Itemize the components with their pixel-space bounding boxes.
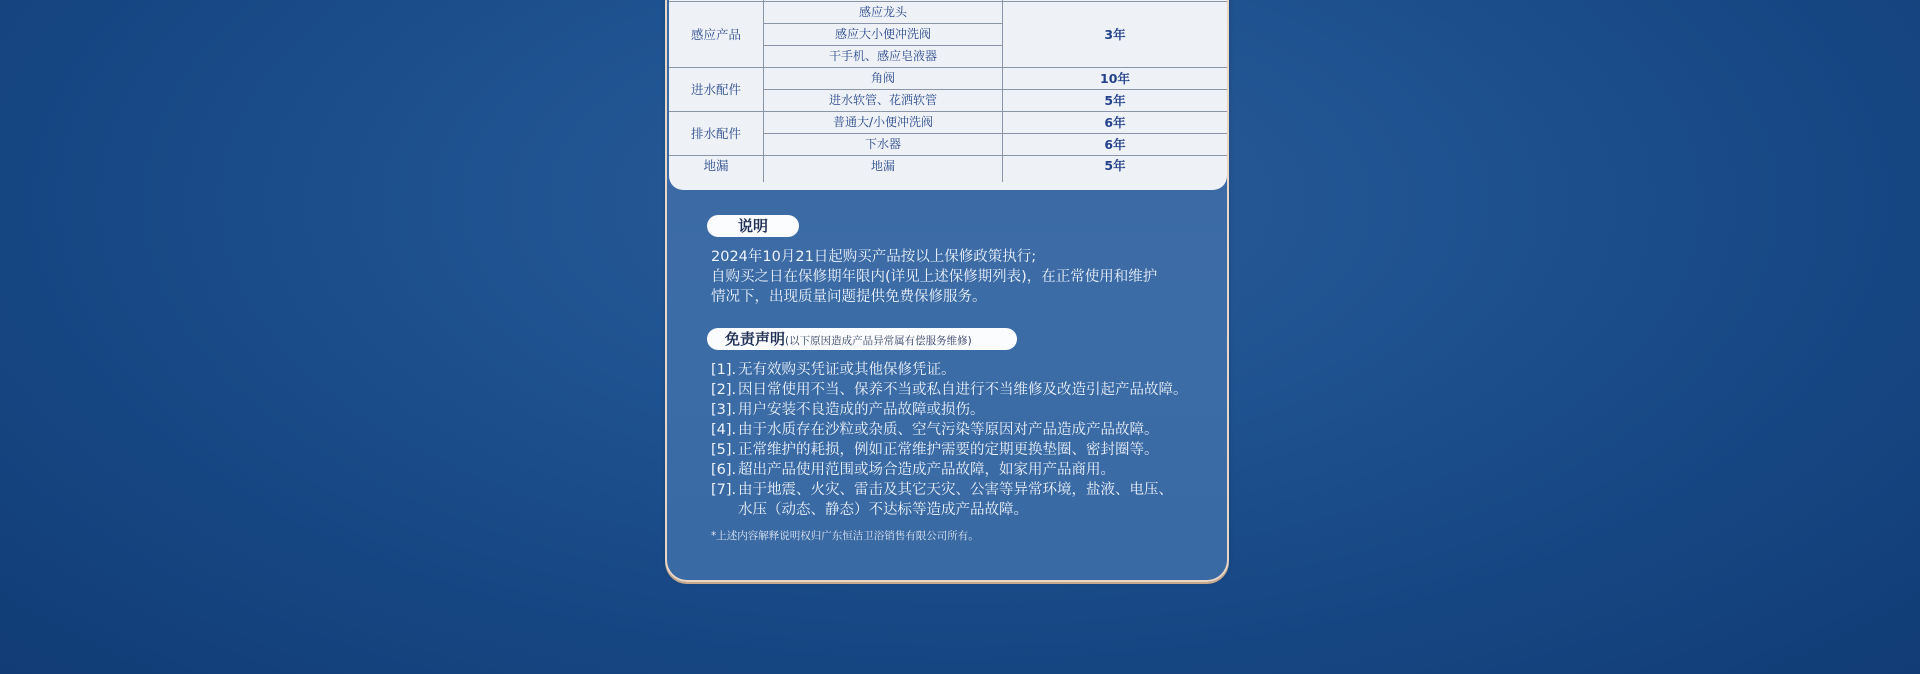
table-cell-year: 3年 (1003, 2, 1228, 68)
list-item: [1]. 无有效购买凭证或其他保修凭证。 (711, 362, 956, 378)
table-cell-product: 下水器 (764, 134, 1003, 156)
warranty-table-panel (669, 0, 1227, 190)
table-cell-year: 10年 (1003, 68, 1228, 90)
disclaimer-subtitle: (以下原因造成产品异常属有偿服务维修) (785, 335, 972, 347)
table-row (669, 156, 1227, 183)
table-cell-year: 5年 (1003, 90, 1228, 112)
table-cell-product: 感应大小便冲洗阀 (764, 24, 1003, 46)
disclaimer-list (711, 360, 1188, 520)
list-item: [5]. 正常维护的耗损，例如正常维护需要的定期更换垫圈、密封圈等。 (711, 442, 1159, 458)
list-item: [7]. 由于地震、火灾、雷击及其它天灾、公害等异常环境，盐液、电压、 (711, 482, 1173, 498)
warranty-table (669, 0, 1227, 182)
list-item: [6]. 超出产品使用范围或场合造成产品故障，如家用产品商用。 (711, 462, 1115, 478)
table-row (669, 68, 1227, 90)
list-item: [4]. 由于水质存在沙粒或杂质、空气污染等原因对产品造成产品故障。 (711, 422, 1159, 438)
table-cell-category: 进水配件 (669, 68, 764, 112)
table-cell-product: 干手机、感应皂液器 (764, 46, 1003, 68)
disclaimer-title: 免责声明 (725, 330, 786, 348)
notes-line: 自购买之日在保修期年限内(详见上述保修期列表)，在正常使用和维护 (711, 269, 1158, 285)
notes-line: 2024年10月21日起购买产品按以上保修政策执行; (711, 249, 1037, 265)
table-cell-year: 6年 (1003, 134, 1228, 156)
list-item: [2]. 因日常使用不当、保养不当或私自进行不当维修及改造引起产品故障。 (711, 382, 1188, 398)
table-cell-product: 感应龙头 (764, 2, 1003, 24)
table-cell-product: 普通大/小便冲洗阀 (764, 112, 1003, 134)
table-cell-product: 地漏 (764, 156, 1003, 183)
disclaimer-title-pill (707, 328, 1017, 350)
table-cell-category: 地漏 (669, 156, 764, 183)
table-cell-category: 感应产品 (669, 2, 764, 68)
list-item: [3]. 用户安装不良造成的产品故障或损伤。 (711, 402, 985, 418)
table-row (669, 2, 1227, 24)
table-row (669, 112, 1227, 134)
notes-line: 情况下，出现质量问题提供免费保修服务。 (711, 289, 987, 305)
table-cell-category: 排水配件 (669, 112, 764, 156)
list-item-continuation: 水压（动态、静态）不达标等造成产品故障。 (738, 502, 1028, 518)
footnote: *上述内容解释说明权归广东恒洁卫浴销售有限公司所有。 (711, 530, 979, 542)
table-cell-product: 角阀 (764, 68, 1003, 90)
notes-text (711, 247, 1157, 307)
table-cell-year: 6年 (1003, 112, 1228, 134)
table-cell-product: 进水软管、花洒软管 (764, 90, 1003, 112)
notes-title: 说明 (737, 217, 768, 235)
notes-title-pill (707, 215, 799, 237)
table-cell-year: 5年 (1003, 156, 1228, 183)
warranty-card (665, 0, 1229, 582)
